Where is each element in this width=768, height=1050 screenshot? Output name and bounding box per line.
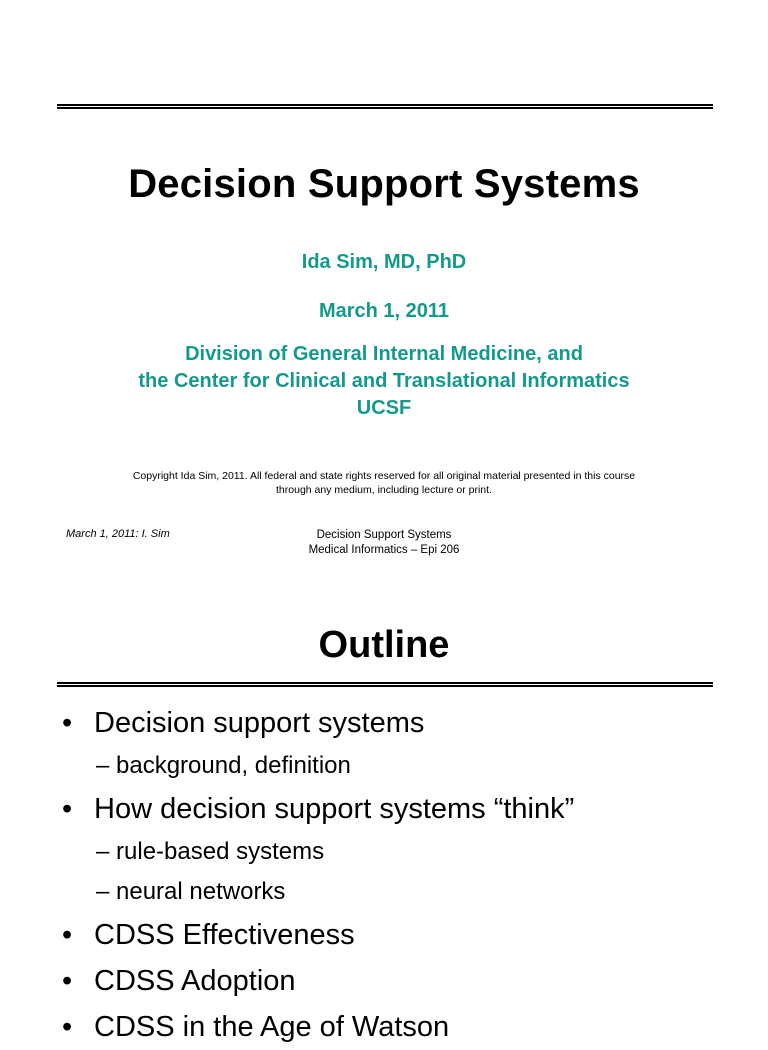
outline-item	[62, 958, 742, 1004]
bullet-icon: •	[62, 793, 73, 825]
affiliation-line-2: the Center for Clinical and Translational Informatics	[138, 370, 630, 392]
outline-item-text: CDSS Effectiveness	[94, 919, 355, 951]
header-rule	[57, 104, 713, 109]
author-name: Ida Sim, MD, PhD	[301, 251, 467, 273]
bullet-icon: •	[62, 965, 73, 997]
outline-item-text: Decision support systems	[94, 707, 425, 739]
outline-rule	[57, 682, 713, 687]
outline-title: Outline	[318, 624, 450, 666]
outline-item	[62, 912, 742, 958]
affiliation-line-3: UCSF	[356, 397, 412, 419]
copyright-notice	[0, 469, 768, 497]
outline-item-text: CDSS in the Age of Watson	[94, 1011, 450, 1043]
affiliation	[0, 341, 768, 422]
copyright-line-2: through any medium, including lecture or print.	[276, 484, 492, 496]
copyright-line-1: Copyright Ida Sim, 2011. All federal and state rights reserved for all original material presented in this course	[132, 470, 636, 482]
outline-item	[62, 1004, 742, 1050]
outline-subitem: – neural networks	[96, 878, 286, 905]
footer-course	[0, 528, 768, 558]
outline-item	[62, 786, 742, 832]
footer-date-author: March 1, 2011: I. Sim	[66, 528, 170, 540]
outline-subitem: – background, definition	[96, 752, 351, 779]
outline-item	[62, 700, 742, 746]
affiliation-line-1: Division of General Internal Medicine, and	[185, 343, 583, 365]
outline-item-text: How decision support systems “think”	[94, 793, 575, 825]
footer-course-line-2: Medical Informatics – Epi 206	[308, 544, 460, 556]
bullet-icon: •	[62, 919, 73, 951]
outline-item-text: CDSS Adoption	[94, 965, 296, 997]
outline-list	[62, 700, 742, 1050]
outline-slide	[0, 590, 768, 1043]
bullet-icon: •	[62, 707, 73, 739]
footer-course-line-1: Decision Support Systems	[316, 529, 452, 541]
bullet-icon: •	[62, 1011, 73, 1043]
slide-title: Decision Support Systems	[128, 162, 640, 206]
presentation-date: March 1, 2011	[318, 300, 450, 322]
outline-subitem: – rule-based systems	[96, 838, 325, 865]
